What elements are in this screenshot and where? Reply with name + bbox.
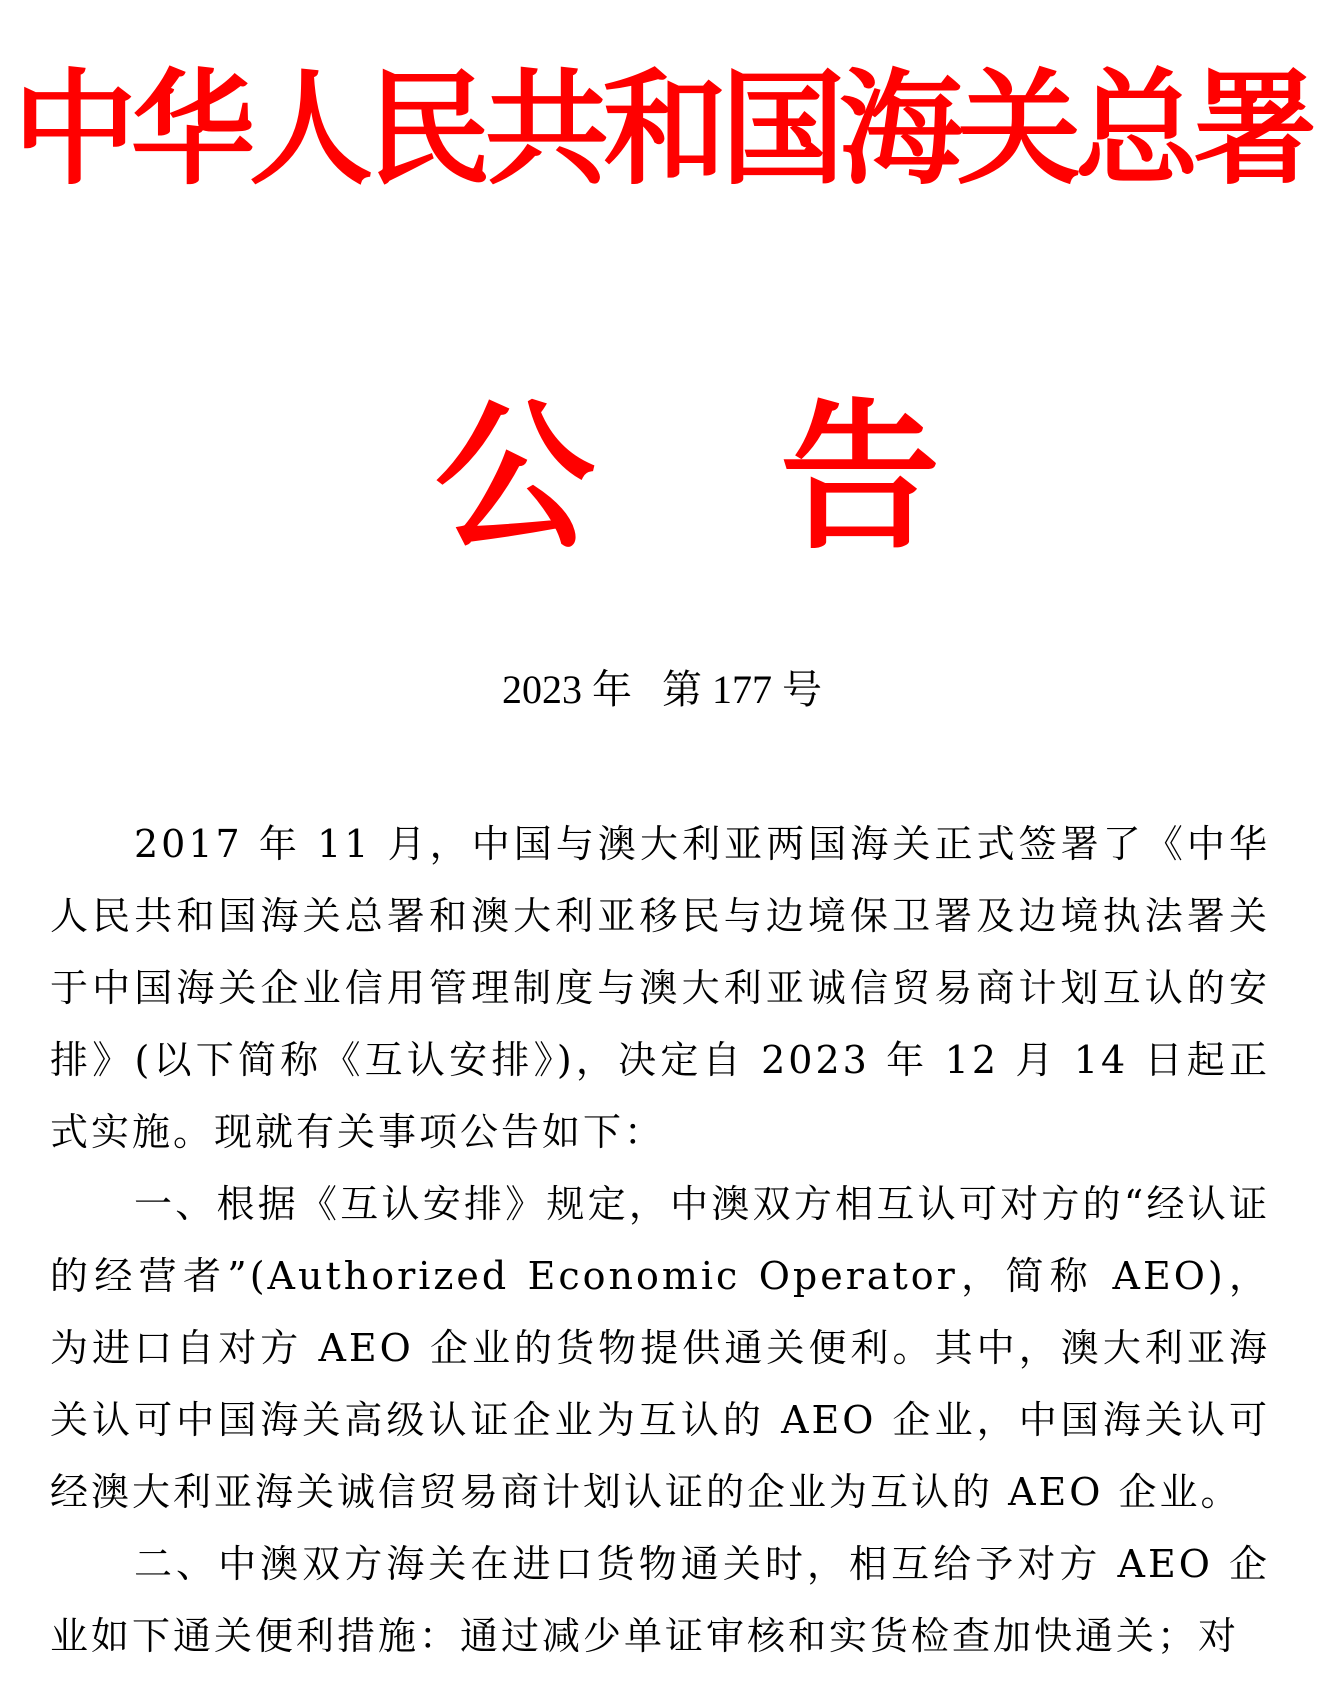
announcement-body [50, 808, 1270, 1672]
body-paragraph-1: 2017 年 11 月，中国与澳大利亚两国海关正式签署了《中华人民共和国海关总署和澳大利亚移民与边境保卫署及边境执法署关于中国海关企业信用管理制度与澳大利亚诚信贸易商计划互认的安排》(以下简称《互认安排》)，决定自 2023 年 12 月 14 日起正式实施。现就有关事项公告如下： [50, 822, 1270, 1154]
doc-type-char-2: 告 [779, 384, 940, 571]
agency-title: 中华人民共和国海关总署 [12, 58, 1311, 202]
doc-number: 2023 年 第 177 号 [502, 667, 822, 712]
doc-type-char-1: 公 [434, 384, 595, 571]
body-paragraph-2: 一、根据《互认安排》规定，中澳双方相互认可对方的“经认证的经营者”(Authorized Economic Operator，简称 AEO)，为进口自对方 AEO 企业的货物提供通关便利。其中，澳大利亚海关认可中国海关高级认证企业为互认的 AEO 企业，中国海关认可经澳大利亚海关诚信贸易商计划认证的企业为互认的 AEO 企业。 [50, 1182, 1270, 1514]
body-paragraph-3: 二、中澳双方海关在进口货物通关时，相互给予对方 AEO 企业如下通关便利措施：通过减少单证审核和实货检查加快通关；对 [50, 1542, 1270, 1658]
